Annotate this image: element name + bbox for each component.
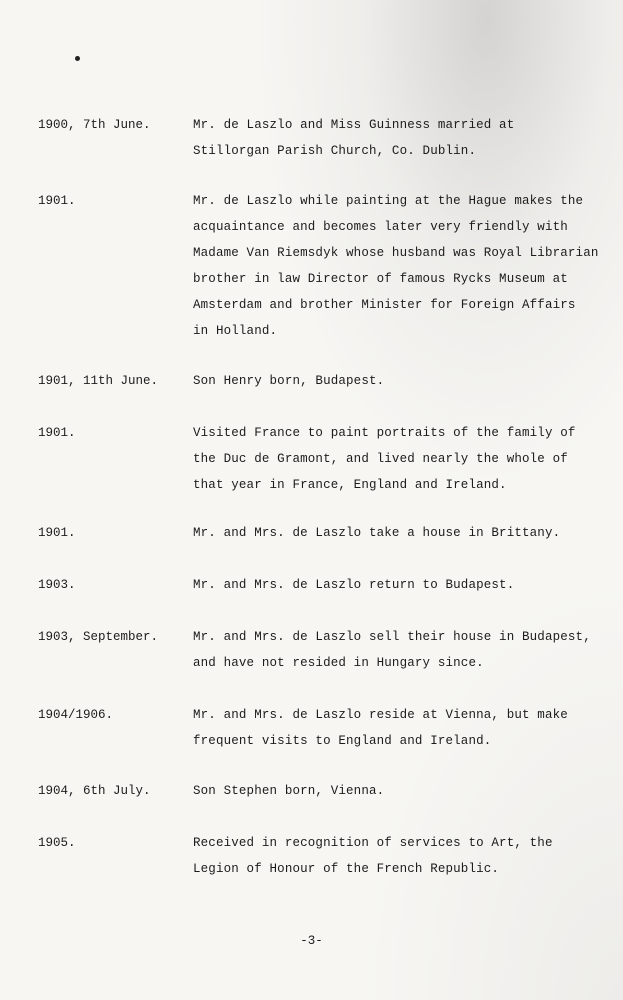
- entry-text: [193, 420, 621, 498]
- entry-date: 1903, September.: [38, 630, 159, 644]
- entry-line: Mr. de Laszlo and Miss Guinness married at: [193, 118, 515, 132]
- entry-line: and have not resided in Hungary since.: [193, 656, 484, 670]
- entry-line: Stillorgan Parish Church, Co. Dublin.: [193, 144, 477, 158]
- entry-text: [193, 112, 621, 164]
- entry-line: Received in recognition of services to Art, the: [193, 836, 553, 850]
- entry-line: Son Henry born, Budapest.: [193, 374, 385, 388]
- entry-text: [193, 778, 621, 804]
- entry-text: [193, 188, 621, 344]
- entry-line: Mr. and Mrs. de Laszlo return to Budapest.: [193, 578, 515, 592]
- entry-line: Mr. and Mrs. de Laszlo take a house in Brittany.: [193, 526, 561, 540]
- ink-dot: [75, 56, 80, 61]
- entry-text: [193, 520, 621, 546]
- entry-line: Mr. and Mrs. de Laszlo reside at Vienna, but make: [193, 708, 568, 722]
- entry-date: 1901.: [38, 426, 76, 440]
- entry-line: Visited France to paint portraits of the family of: [193, 426, 576, 440]
- entry-date: 1900, 7th June.: [38, 118, 151, 132]
- page-number: -3-: [300, 934, 323, 948]
- entry-text: [193, 830, 621, 882]
- entry-text: [193, 368, 621, 394]
- entry-line: Mr. and Mrs. de Laszlo sell their house in Budapest,: [193, 630, 591, 644]
- entry-date: 1901.: [38, 194, 76, 208]
- entry-text: [193, 702, 621, 754]
- entry-line: Amsterdam and brother Minister for Foreign Affairs: [193, 298, 576, 312]
- entry-date: 1904, 6th July.: [38, 784, 151, 798]
- entry-line: Legion of Honour of the French Republic.: [193, 862, 500, 876]
- entry-line: brother in law Director of famous Rycks Museum at: [193, 272, 568, 286]
- entry-date: 1901, 11th June.: [38, 374, 159, 388]
- entry-date: 1905.: [38, 836, 76, 850]
- entry-line: Mr. de Laszlo while painting at the Hague makes the: [193, 194, 584, 208]
- entry-line: Son Stephen born, Vienna.: [193, 784, 385, 798]
- entry-line: that year in France, England and Ireland.: [193, 478, 507, 492]
- entry-line: the Duc de Gramont, and lived nearly the whole of: [193, 452, 568, 466]
- entry-date: 1903.: [38, 578, 76, 592]
- entry-line: Madame Van Riemsdyk whose husband was Royal Librarian: [193, 246, 599, 260]
- entry-line: in Holland.: [193, 324, 278, 338]
- entry-line: acquaintance and becomes later very friendly with: [193, 220, 568, 234]
- entry-date: 1904/1906.: [38, 708, 114, 722]
- entry-date: 1901.: [38, 526, 76, 540]
- entry-text: [193, 624, 621, 676]
- entry-line: frequent visits to England and Ireland.: [193, 734, 492, 748]
- entry-text: [193, 572, 621, 598]
